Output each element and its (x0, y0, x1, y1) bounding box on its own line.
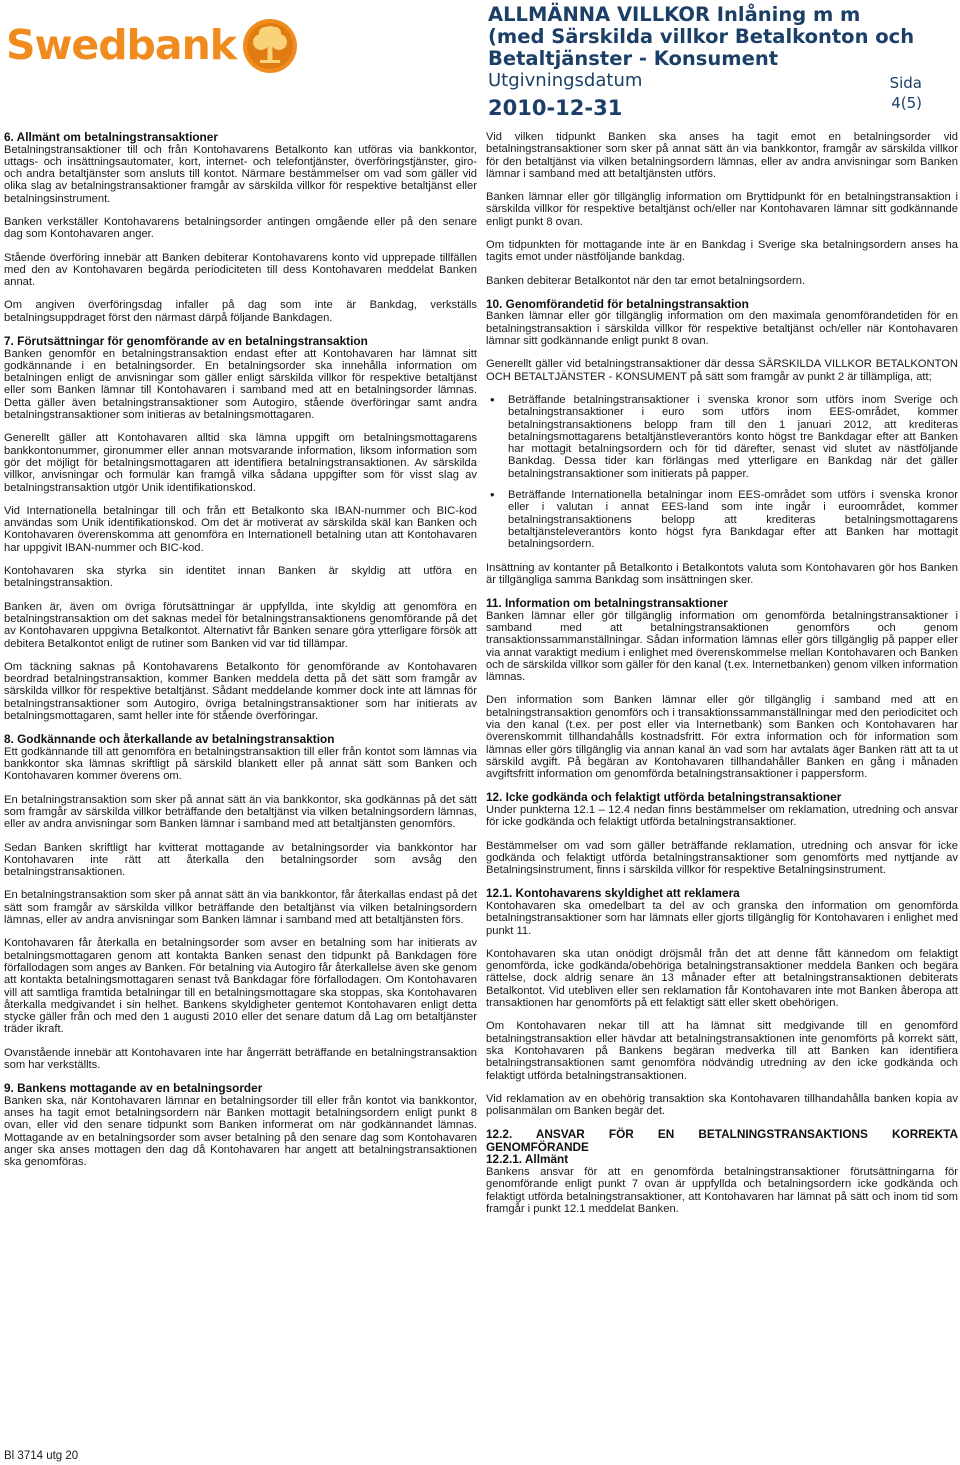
section-heading: 11. Information om betalningstransaktioner (486, 596, 728, 611)
paragraph: Stående överföring innebär att Banken debiterar Kontohavarens konto vid upprepade tillfällen med den av Kontohavaren begärda periodiciteten till dess Kontohavaren meddelat Banken annat. (4, 251, 477, 289)
title-line: (med Särskilda villkor Betalkonton och (488, 25, 915, 48)
paragraph: Kontohavaren ska styrka sin identitet innan Banken är skyldig att utföra en betalningstransaktion. (4, 565, 477, 590)
page-label: Sida (889, 74, 922, 92)
paragraph: Kontohavaren ska utan onödigt dröjsmål från det att denne fått kännedom om felaktigt genomförda, icke godkända/obehöriga betalningstransaktioner meddela Banken och begära rättelse, dock aldrig senare än 13 månader efter att betalningstransaktionen debiterats Betalkontot. Vid utebliven eller sen reklamation får Kontohavaren inte mot Banken åberopa att transaktionen har genomförts på ett felaktigt sätt eller skett obehörigen. (486, 947, 958, 1010)
paragraph: Kontohavaren får återkalla en betalningsorder som avser en betalning som har initierats av betalningsmottagaren genom att kontakta Banken senast den tidpunkt på Bankdagen före förfallodagen som anges av Banken. För betalning via Autogiro får återkallelse även ske genom att kontakta betalningsmottagaren senast två Bankdagar före förfallodagen. Om Kontohavaren vill att samtliga framtida betalningar till en betalningsmottagare ska stoppas, ska Kontohavaren återkalla medgivandet i sin helhet. Bankens skyldigheter gentemot Kontohavaren enligt detta stycke gäller från och med den 1 augusti 2010 eller det senare datum då Lag om betaltjänster träder ikraft. (4, 937, 477, 1036)
section-heading: 7. Förutsättningar för genomförande av en betalningstransaktion (4, 334, 368, 349)
title-line: Betaltjänster - Konsument (488, 47, 779, 70)
title-line: ALLMÄNNA VILLKOR Inlåning m m (488, 3, 861, 26)
oak-tree-icon (240, 16, 300, 74)
section-heading: 9. Bankens mottagande av en betalningsorder (4, 1081, 263, 1096)
right-column (486, 131, 958, 1219)
paragraph: Vid vilken tidpunkt Banken ska anses ha tagit emot en betalningsorder vid betalningstransaktioner som sker på annat sätt än via bankkontor, framgår av särskilda villkor för den betaltjänst via vilken betalningsordern lämnas, eller av andra anvisningar som Banken lämnar i samband med att betaltjänsten utförs. (486, 131, 958, 180)
section-heading: 10. Genomförandetid för betalningstransaktion (486, 296, 749, 311)
section-heading: 12.1. Kontohavarens skyldighet att reklamera (486, 886, 740, 901)
paragraph: Om Kontohavaren nekar till att ha lämnat sitt medgivande till en genomförd betalningstransaktion eller hävdar att betalningstransaktionen inte genomförts på korrekt sätt, ska Kontohavaren på Bankens begäran medverka till att Banken kan identifiera betalningstransaktionen samt genomföra nödvändig utredning av den icke godkända och felaktigt utförda betalningstransaktionen. (486, 1020, 958, 1082)
paragraph: Om tidpunkten för mottagande inte är en Bankdag i Sverige ska betalningsordern anses ha tagits emot under nästföljande bankdag. (486, 239, 958, 264)
section-heading: 12. Icke godkända och felaktigt utförda betalningstransaktioner (486, 790, 842, 805)
page-number: 4(5) (891, 94, 922, 112)
paragraph: Betalningstransaktioner till och från Kontohavarens Betalkonto kan utföras via bankkontor, uttags- och insättningsautomater, kort, internet- och telefontjänster, överföringstjänster, giro- och andra betaltjänster som ansluts till kontot. Närmare bestämmelser om vad som gäller vid olika slag av betalningstransaktioner framgår av särskilda villkor för respektive betaltjänst eller betalningsinstrument. (4, 143, 477, 205)
paragraph: Sedan Banken skriftligt har kvitterat mottagande av betalningsorder via bankkontor har Kontohavaren inte rätt att återkalla den betalningsorder som avsåg den betalningstransaktionen. (4, 841, 477, 879)
paragraph: Banken debiterar Betalkontot när den tar emot betalningsordern. (486, 274, 806, 287)
issue-date-label: Utgivningsdatum (488, 70, 643, 91)
list-item: • Beträffande betalningstransaktioner i svenska kronor som utförs inom Sverige och betalningstransaktioner i euro som utförs inom EES-området, kommer betalningstransaktionens belopp fram till den 1 januari 2012, att krediteras betalningsmottagarens betaltjänstleverantörs konto högst tre Bankdagar efter att Banken har mottagit betalningsordern och för tid därefter, senast vid slutet av nästföljande Bankdag. Dessa tider kan förlängas med ytterligare en Bankdag när det gäller betalningstransaktioner som initierats på papper. (508, 394, 958, 480)
paragraph: Banken verkställer Kontohavarens betalningsorder antingen omgående eller på den senare dag som Kontohavaren anger. (4, 215, 477, 241)
section-heading: 6. Allmänt om betalningstransaktioner (4, 130, 218, 144)
paragraph: Kontohavaren ska omedelbart ta del av och granska den information om genomförda betalningstransaktioner som har lämnats eller gjorts tillgänglig för Kontohavaren i enlighet med punkt 11. (486, 899, 958, 937)
paragraph: En betalningstransaktion som sker på annat sätt än via bankkontor, får återkallas endast på det sätt som framgår av särskilda villkor beträffande den betaltjänst via vilken betalningsordern lämnas, eller av andra anvisningar som Banken lämnar i samband med att betaltjänsten förs. (4, 889, 477, 927)
paragraph: Bankens ansvar för att en genomförda betalningstransaktioner förutsättningarna för genomförande enligt punkt 7 ovan är uppfyllda och betalningsordern icke godkända och felaktigt utförda betalningstransaktioner, att Kontohavaren har lämnat på sätt och inom tid som framgår i punkt 12.1 meddelat Banken. (486, 1165, 958, 1215)
logo-wordmark: Swedbank (6, 21, 237, 69)
left-column (4, 131, 477, 1173)
bullet-list (486, 394, 958, 551)
paragraph: Bestämmelser om vad som gäller beträffande reklamation, utredning och ansvar för icke godkända och felaktigt utförda betalningstransaktioner som genomförts med nyttjande av Betalningsinstrument, finns i särskilda villkor för respektive Betalningsinstrument. (486, 839, 958, 877)
paragraph: Ett godkännande till att genomföra en betalningstransaktion till eller från kontot som lämnas via bankkontor ska lämnas skriftligt på särskild blankett eller på annat sätt som Banken och Kontohavaren kommer överens om. (4, 745, 477, 783)
page-header (0, 0, 960, 122)
section-heading: 8. Godkännande och återkallande av betalningstransaktion (4, 732, 335, 747)
paragraph: Banken lämnar eller gör tillgänglig information om genomförda betalningstransaktioner i samband med att betalningstransaktionen genomförs och genom transaktionssammanställningar. Sådan information lämnas eller görs tillgänglig på papper eller via annat varaktigt medium i enlighet med överenskommelse mellan Kontohavaren och Banken och de särskilda villkor som gäller för den kanal (t.ex. Internetbanken) genom vilken information lämnas. (486, 609, 958, 684)
paragraph: En betalningstransaktion som sker på annat sätt än via bankkontor, ska godkännas på det sätt som framgår av särskilda villkor beträffande den betaltjänst via vilken betalningsordern lämnas, eller av andra anvisningar som Banken lämnar i samband med att betaltjänsten genomförs. (4, 793, 477, 831)
paragraph: Under punkterna 12.1 – 12.4 nedan finns bestämmelser om reklamation, utredning och ansvar för icke godkända och felaktigt utförda betalningstransaktioner. (486, 803, 958, 829)
paragraph: Banken genomför en betalningstransaktion endast efter att Kontohavaren har lämnat sitt godkännande i en betalningsorder. En betalningsorder ska innehålla information om betalningen enligt de anvisningar som gäller enligt särskilda villkor för respektive betaltjänst eller som Banken lämnar till Kontohavaren i samband med att en betalningsorder lämnas. Detta gäller även betalningstransaktioner som Autogiro, stående överföringar samt andra betalningstransaktioner som initieras av betalningsmottagaren. (4, 347, 477, 422)
paragraph: Banken är, även om övriga förutsättningar är uppfyllda, inte skyldig att genomföra en betalningstransaktion om det saknas medel för betalningstransaktionens genomförande på det av Kontohavaren uppgivna Betalkontot. Alternativt får Banken senare göra ytterligare försök att debitera Betalkontot enligt de rutiner som Banken vid var tid tillämpar. (4, 600, 477, 650)
paragraph: Insättning av kontanter på Betalkonto i Betalkontots valuta som Kontohavaren gör hos Banken är tillgängliga samma Bankdag som insättningen sker. (486, 561, 958, 586)
paragraph: Generellt gäller vid betalningstransaktioner där dessa SÄRSKILDA VILLKOR BETALKONTON OCH BETALTJÄNSTER - KONSUMENT på sätt som framgår av punkt 2 är tillämpliga, att; (486, 358, 958, 383)
paragraph: Om angiven överföringsdag infaller på dag som inte är Bankdag, verkställs betalningsuppdraget först den närmast därpå följande Bankdagen. (4, 299, 477, 324)
paragraph: Banken ska, när Kontohavaren lämnar en betalningsorder till eller från kontot via bankkontor, anses ha tagit emot betalningsordern när Banken mottagit betalningsordern enligt punkt 8 ovan, eller vid den senare tidpunkt som Banken informerat om när godkännandet lämnas. Mottagande av en betalningsorder som avser betalning på den senare dag som Kontohavaren anger ska anses mottagen den dag då Kontohavaren har angett att betalningstransaktionen ska genomföras. (4, 1094, 477, 1169)
list-item: • Beträffande Internationella betalningar inom EES-området som utförs i svenska kronor eller i valutan i annat EES-land som inte ingår i euroområdet, kommer betalningstransaktionens belopp att krediteras betalningsmottagarens betaltjänsteleverantörs konto högst fyra Bankdagar efter att Banken har mottagit betalningsordern. (508, 489, 958, 550)
paragraph: Ovanstående innebär att Kontohavaren inte har ångerrätt beträffande en betalningstransaktion som har verkställts. (4, 1046, 477, 1072)
paragraph: Om täckning saknas på Kontohavarens Betalkonto för genomförande av Kontohavaren beordrad betalningstransaktion, kommer Banken meddela detta på det sätt som framgår av särskilda villkor för respektive betaltjänst. Sådant meddelande kommer dock inte att lämnas för betalningstransaktioner som Autogiro, övriga betalningstransaktioner som har initierats av betalningsmottagaren, samt heller inte för stående överföringar. (4, 660, 477, 722)
document-title (488, 4, 958, 70)
paragraph: Vid reklamation av en obehörig transaktion ska Kontohavaren tillhandahålla banken kopia av polisanmälan om Banken begär det. (486, 1092, 958, 1118)
paragraph: Generellt gäller att Kontohavaren alltid ska lämna uppgift om betalningsmottagarens bankkontonummer, gironummer eller annan motsvarande information, liksom information som gör det möjligt för betalningsmottagaren att identifiera betalningstransaktionen. Av särskilda villkor, anvisningar och formulär kan framgå vilka sådana uppgifter som för visst slag av betalningstransaktion utgör Unik identifikationskod. (4, 432, 477, 494)
paragraph: Den information som Banken lämnar eller gör tillgänglig i samband med att en betalningstransaktion genomförs och i transaktionssammanställningar med den periodicitet och via den kanal (t.ex. per post eller via Internetbank) som Banken och Kontohavaren har överenskommit tillhandahålls kostnadsfritt. För extra information och för information som lämnas eller görs tillgänglig via annan kanal än vad som har avtalats äger Banken rätt att ta ut särskild avgift. På begäran av Kontohavaren tillhandahåller Banken en gång i månaden avgiftsfritt information om genomförda betalningstransaktioner i pappersform. (486, 694, 958, 781)
form-code: Bl 3714 utg 20 (4, 1450, 79, 1462)
paragraph: Banken lämnar eller gör tillgänglig information om Bryttidpunkt för en betalningstransaktion i särskilda villkor för respektive betaltjänst och/eller nar Kontohavaren lämnar sitt godkännande enligt punkt 8 ovan. (486, 191, 958, 228)
subsection-heading: 12.2.1. Allmänt (486, 1152, 569, 1167)
issue-date: 2010-12-31 (488, 96, 623, 120)
paragraph: Vid Internationella betalningar till och från ett Betalkonto ska IBAN-nummer och BIC-kod användas som Unik identifikationskod. Om det är motiverat av särskilda skäl kan Banken och Kontohavaren överenskomma att genomföra en Internationell betalning utan att Kontohavaren har uppgivit IBAN-nummer och BIC-kod. (4, 504, 477, 554)
section-heading: 12.2. ANSVAR FÖR EN BETALNINGSTRANSAKTIONS KORREKTA GENOMFÖRANDE (486, 1127, 958, 1154)
paragraph: Banken lämnar eller gör tillgänglig information om den maximala genomförandetiden för en betalningstransaktion i särskilda villkor för respektive betaltjänst och/eller när Kontohavaren lämnar sitt godkännande enligt punkt 8 ovan. (486, 310, 958, 348)
swedbank-logo (6, 16, 300, 74)
